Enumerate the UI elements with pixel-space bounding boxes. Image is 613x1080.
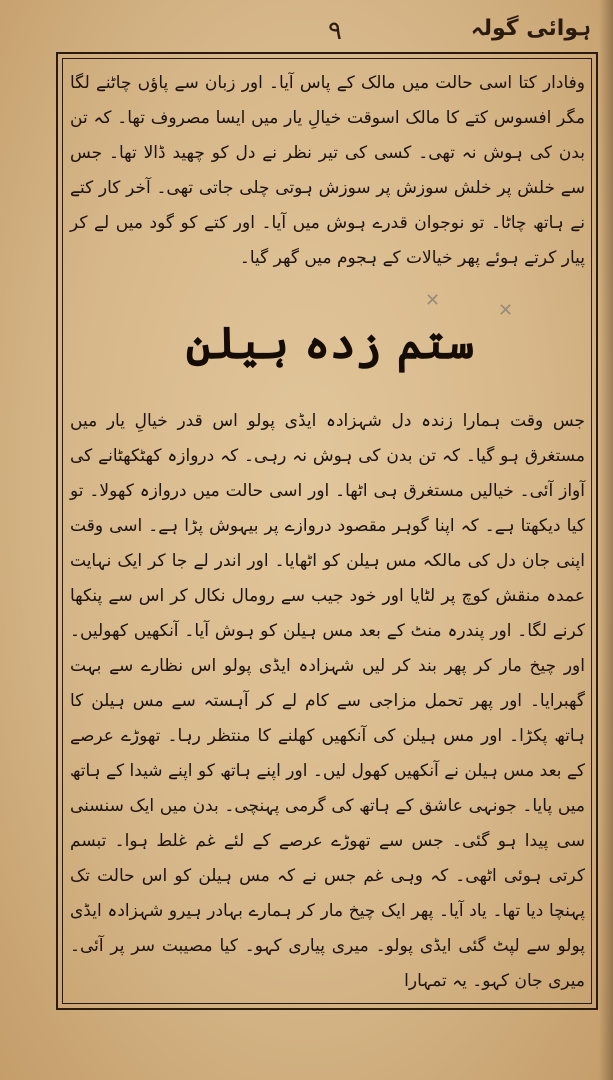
page-number: ۹ [328,16,342,46]
chapter-title: ستم زدہ ہیلن [185,318,475,369]
paragraph-text: جس وقت ہمارا زندہ دل شہزادہ ایڈی پولو اس قدر خیالِ یار میں مستغرق ہو گیا۔ کہ تن بدن کی ہوش نہ رہی۔ کہ دروازہ کھٹکھٹانے کی آواز آئی۔ خیالیں مستغرق ہی اٹھا۔ اور اسی حالت میں دروازہ کھولا۔ تو کیا دیکھتا ہے۔ کہ اپنا گوہر مقصود دروازے پر بیہوش پڑا ہے۔ اسی وقت اپنی جان دل کی مالکہ مس ہیلن کو اٹھایا۔ اور اندر لے جا کر ایک نہایت عمدہ منقش کوچ پر لٹایا اور خود جیب سے رومال نکال کر اس سے پنکھا کرنے لگا۔ اور پندرہ منٹ کے بعد مس ہیلن کو ہوش آیا۔ آنکھیں کھولیں۔ اور چیخ مار کر پھر بند کر لیں شہزادہ ایڈی پولو اس نظارے سے بہت گھبرایا۔ اور پھر تحمل مزاجی سے کام لے کر آہستہ سے مس ہیلن کا ہاتھ پکڑا۔ اور مس ہیلن کی آنکھیں کھلنے کا منتظر رہا۔ تھوڑے عرصے کے بعد مس ہیلن نے آنکھیں کھول لیں۔ اور اپنے ہاتھ کو اپنے شیدا کے ہاتھ میں پایا۔ جونہی عاشق کے ہاتھ کی گرمی پہنچی۔ بدن میں ایک سنسنی سی پیدا ہو گئی۔ جس سے تھوڑے عرصے کے لئے غم غلط ہوا۔ تبسم کرتی ہوئی اٹھی۔ کہ وہی غم جس نے کہ مس ہیلن کو اس حالت تک پہنچا دیا تھا۔ یاد آیا۔ پھر ایک چیخ مار کر ہمارے بہادر ہیرو شہزادہ ایڈی پولو سے لپٹ گئی ایڈی پولو۔ میری پیاری کہو۔ کیا مصیبت سر پر آئی۔ میری جان کہو۔ یہ تمہارا [70,411,585,991]
pencil-mark: ✕ [425,290,441,311]
opening-paragraph [70,66,585,276]
chapter-body [70,404,585,999]
page-header [0,14,613,50]
running-title: ہوائی گولہ [470,16,591,41]
pencil-mark: ✕ [498,300,514,321]
paragraph-text: وفادار کتا اسی حالت میں مالک کے پاس آیا۔ اور زبان سے پاؤں چاٹنے لگا مگر افسوس کتے کا مالک اسوقت خیالِ یار میں ایسا مصروف تھا۔ کہ تن بدن کی ہوش نہ تھی۔ کسی کی تیر نظر نے دل کو چھید ڈالا تھا۔ جس سے خلش پر خلش سوزش پر سوزش ہوتی چلی جاتی تھی۔ آخر کار کتے نے ہاتھ چاٹا۔ تو نوجوان قدرے ہوش میں آیا۔ اور کتے کو گود میں لے کر پیار کرتے ہوئے پھر خیالات کے ہجوم میں گھر گیا۔ [70,73,585,268]
page-edge-shadow [599,0,613,1080]
